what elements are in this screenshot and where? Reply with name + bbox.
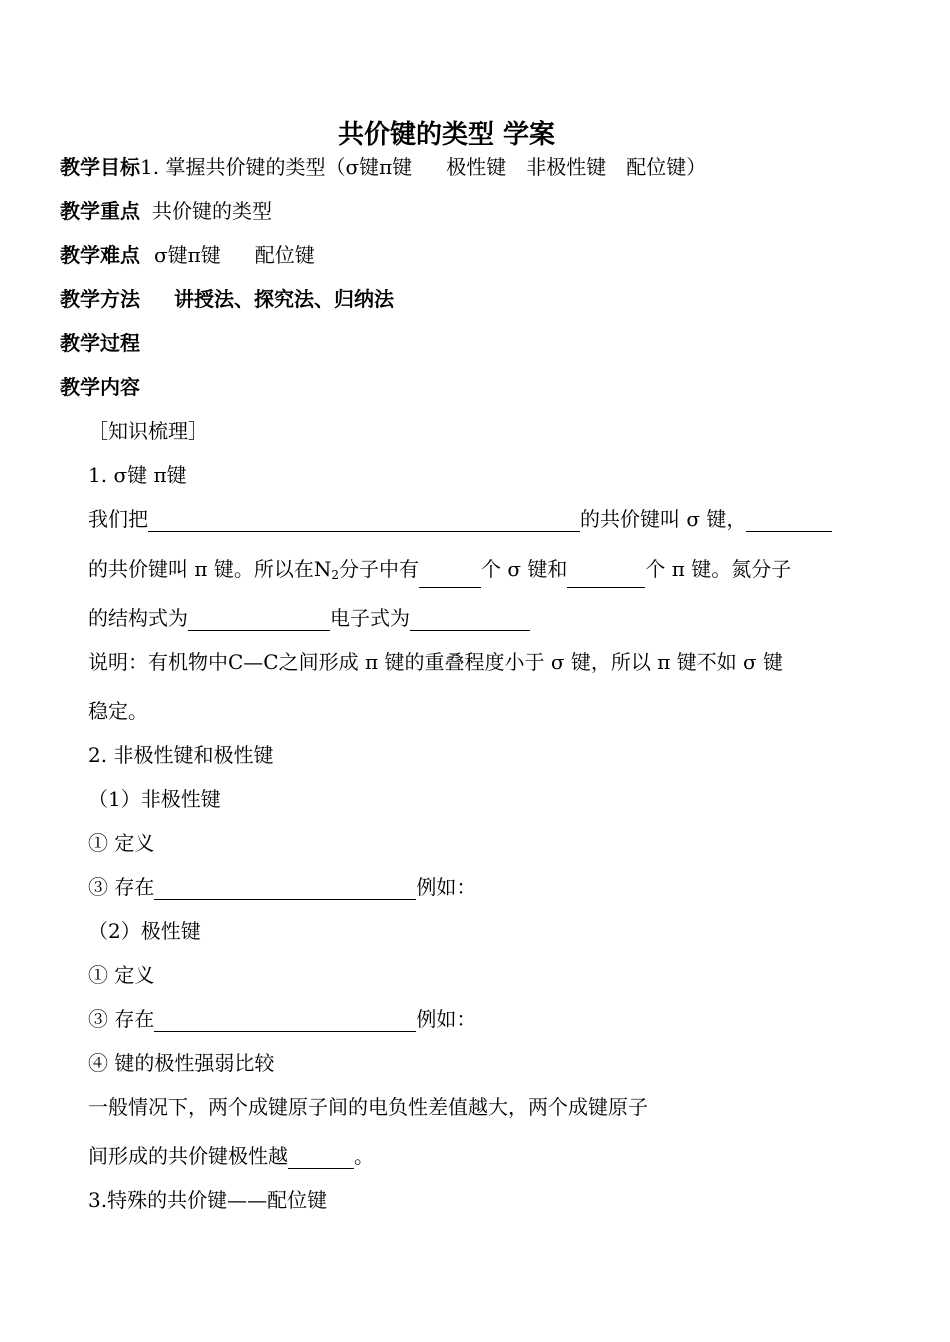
- s1-text-c: 的共价键叫 π 键。所以在N: [88, 557, 332, 581]
- objectives-coordinate: 配位键）: [626, 155, 707, 179]
- blank-electron-formula[interactable]: [410, 608, 530, 631]
- difficulties-extra: 配位键: [254, 243, 315, 267]
- blank-sigma-definition[interactable]: [148, 509, 580, 532]
- key-points-label: 教学重点: [60, 199, 140, 223]
- nonpolar-heading: （1）非极性键: [88, 787, 221, 811]
- polar-heading: （2）极性键: [88, 919, 201, 943]
- s1-text-b: 的共价键叫 σ 键，: [580, 507, 747, 531]
- example-label-2: 例如：: [416, 1007, 477, 1031]
- s1-text-a: 我们把: [88, 507, 148, 531]
- blank-structural-formula[interactable]: [188, 608, 330, 631]
- section1-line1: [88, 506, 832, 532]
- section3-heading: 3.特殊的共价键——配位键: [88, 1188, 328, 1212]
- section2-heading: 2. 非极性键和极性键: [88, 743, 274, 767]
- teaching-methods: [60, 286, 394, 312]
- polarity-comparison-heading: ④ 键的极性强弱比较: [88, 1051, 275, 1075]
- nonpolar-existence: [88, 874, 476, 900]
- blank-sigma-count[interactable]: [419, 565, 481, 588]
- blank-polar-existence[interactable]: [154, 1009, 416, 1032]
- exist-label-1: ③ 存在: [88, 875, 155, 899]
- s1-text-e: 个 σ 键和: [481, 557, 568, 581]
- objectives-text: 1. 掌握共价键的类型（σ键π键: [140, 155, 413, 179]
- methods-label: 教学方法: [60, 287, 140, 311]
- section1-note: 说明：有机物中C—C之间形成 π 键的重叠程度小于 σ 键，所以 π 键不如 σ 键: [88, 650, 784, 674]
- example-label-1: 例如：: [416, 875, 477, 899]
- teaching-objectives: [60, 154, 706, 180]
- teaching-difficulties: [60, 242, 315, 268]
- polarity-general-rule-cont: [88, 1143, 374, 1169]
- difficulties-label: 教学难点: [60, 243, 140, 267]
- teaching-content-label: 教学内容: [60, 375, 140, 399]
- teaching-key-points: [60, 198, 272, 224]
- blank-pi-definition[interactable]: [746, 509, 832, 532]
- s1-text-d: 分子中有: [339, 557, 419, 581]
- nonpolar-definition: ① 定义: [88, 831, 155, 855]
- key-points-text: 共价键的类型: [152, 199, 272, 223]
- page-title: 共价键的类型 学案: [338, 120, 556, 150]
- polarity-general-rule: 一般情况下，两个成键原子间的电负性差值越大，两个成键原子: [88, 1095, 648, 1119]
- polar-definition: ① 定义: [88, 963, 155, 987]
- section1-line2: [88, 556, 791, 588]
- exist-label-2: ③ 存在: [88, 1007, 155, 1031]
- objectives-polar: 极性键: [446, 155, 507, 179]
- difficulties-text: σ键π键: [154, 243, 221, 267]
- s1-text-h: 电子式为: [330, 606, 410, 630]
- section1-note-cont: 稳定。: [88, 699, 148, 723]
- section1-heading: 1. σ键 π键: [88, 463, 187, 487]
- polar-existence: [88, 1006, 476, 1032]
- blank-nonpolar-existence[interactable]: [154, 877, 416, 900]
- objectives-nonpolar: 非极性键: [526, 155, 607, 179]
- s1-text-f: 个 π 键。氮分子: [645, 557, 792, 581]
- objectives-label: 教学目标: [60, 155, 140, 179]
- rule-text: 间形成的共价键极性越: [88, 1144, 288, 1168]
- teaching-process-label: 教学过程: [60, 331, 140, 355]
- blank-polarity-degree[interactable]: [288, 1146, 354, 1169]
- section-header: ［知识梳理］: [88, 419, 208, 443]
- methods-text: 讲授法、探究法、归纳法: [174, 287, 394, 311]
- s1-text-g: 的结构式为: [88, 606, 188, 630]
- section1-line3: [88, 605, 530, 631]
- blank-pi-count[interactable]: [567, 565, 645, 588]
- subscript-2: 2: [331, 568, 339, 582]
- rule-period: 。: [354, 1144, 374, 1168]
